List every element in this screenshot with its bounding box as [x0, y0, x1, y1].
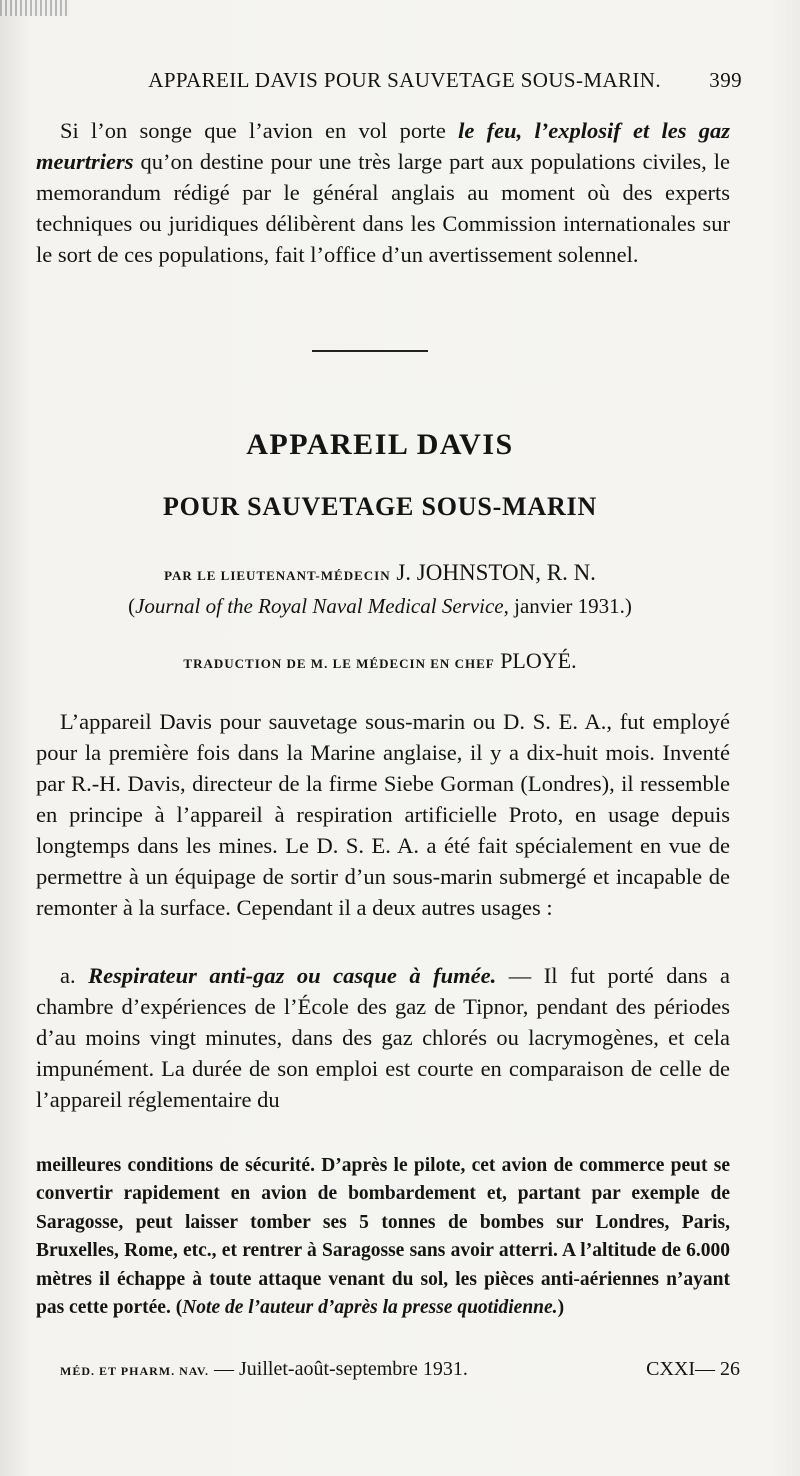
article-subtitle: POUR SAUVETAGE SOUS-MARIN	[162, 492, 598, 521]
translator-name: PLOYÉ.	[500, 648, 577, 673]
running-head-title: APPAREIL DAVIS POUR SAUVETAGE SOUS-MARIN.	[148, 68, 662, 92]
author-name: J. JOHNSTON, R. N.	[396, 560, 596, 585]
page-footer	[60, 1358, 740, 1381]
running-head	[60, 68, 742, 93]
intro-text-end: qu’on destine pour une très large part aux populations civiles, le memorandum rédigé par le général anglais au moment où des experts techniques ou juridiques délibèrent dans les Commission internationales sur le sort de ces populations, fait l’office d’un avertissement solennel.	[36, 149, 730, 267]
intro-paragraph	[36, 115, 730, 270]
journal-date: , janvier 1931.)	[503, 594, 632, 618]
body-paragraph	[36, 706, 730, 923]
usage-a-text: — Il fut porté dans a chambre d’expériences de l’École des gaz de Tipnor, pendant des périodes d’au moins vingt minutes, dans des gaz chlorés ou lacrymogènes, et cela impunément. La durée de son emploi est courte en comparaison de celle de l’appareil réglementaire du	[36, 963, 730, 1112]
scan-edge-artifact	[0, 0, 70, 16]
section-divider	[312, 350, 428, 352]
byline-prefix: PAR LE LIEUTENANT-MÉDECIN	[164, 568, 391, 583]
page-number: 399	[709, 68, 742, 92]
article-title: APPAREIL DAVIS	[246, 428, 514, 461]
intro-text-start: Si l’on songe que l’avion en vol porte	[60, 118, 459, 143]
journal-name: Journal of the Royal Naval Medical Service	[135, 594, 504, 618]
journal-open-paren: (	[128, 594, 136, 618]
footnote-text: meilleures conditions de sécurité. D’après le pilote, cet avion de commerce peut se convertir rapidement en avion de bombardement et, partant par exemple de Saragosse, peut laisser tomber ses 5 tonnes de bombes sur Londres, Paris, Bruxelles, Rome, etc., et rentrer à Saragosse sans avoir atterri. A l’altitude de 6.000 mètres il échappe à toute attaque venant du sol, les pièces anti-aériennes n’ayant pas cette portée. (	[36, 1155, 730, 1319]
footnote-note: Note de l’auteur d’après la presse quotidienne.	[182, 1297, 558, 1319]
byline	[0, 560, 760, 586]
body-paragraph-text: L’appareil Davis pour sauvetage sous-marin ou D. S. E. A., fut employé pour la première fois dans la Marine anglaise, il y a dix-huit mois. Inventé par R.-H. Davis, directeur de la firme Siebe Gorman (Londres), il ressemble en principe à l’appareil à respiration artificielle Proto, en usage depuis longtemps dans les mines. Le D. S. E. A. a été fait spécialement en vue de permettre à un équipage de sortir d’un sous-marin submergé et incapable de remonter à la surface. Cependant il a deux autres usages :	[36, 709, 730, 920]
translation-credit	[0, 648, 760, 674]
footnote	[36, 1152, 730, 1322]
usage-a-paragraph	[36, 960, 730, 1115]
footer-dash: —	[209, 1358, 240, 1380]
footer-signature: CXXI— 26	[646, 1358, 740, 1380]
usage-a-label: a.	[60, 963, 89, 988]
translation-prefix: TRADUCTION DE M. LE MÉDECIN EN CHEF	[183, 656, 495, 671]
usage-a-heading: Respirateur anti-gaz ou casque à fumée.	[88, 963, 497, 988]
footer-issue: Juillet-août-septembre 1931.	[239, 1358, 468, 1380]
footnote-close: )	[557, 1297, 565, 1319]
intro-emphasis: le feu, l’explosif et les gaz meurtriers	[36, 118, 730, 174]
footer-journal-abbrev: MÉD. ET PHARM. NAV.	[60, 1364, 210, 1378]
journal-citation	[0, 594, 760, 619]
